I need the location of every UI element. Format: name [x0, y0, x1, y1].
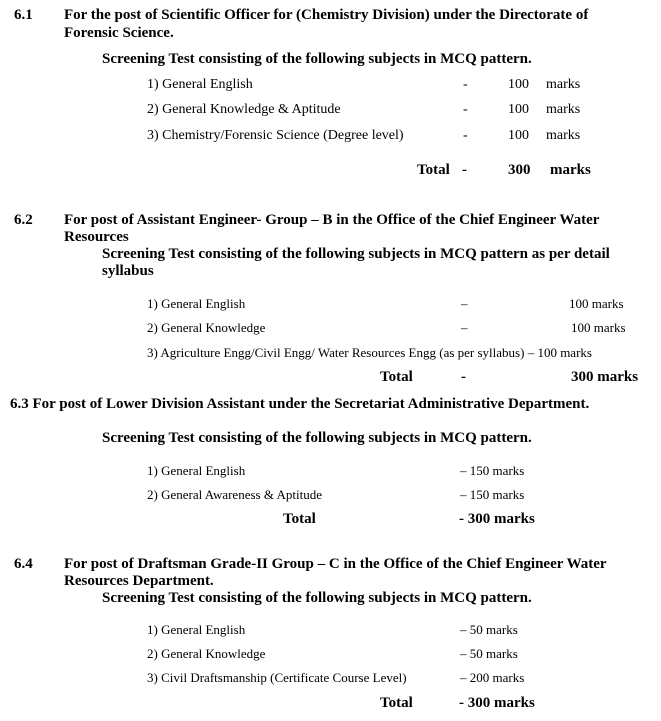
s2-total-dash: -: [461, 369, 466, 385]
section-6-3-heading: 6.3 For post of Lower Division Assistant under the Secretariat Administrative Department.: [10, 396, 590, 412]
s1-value-1: 100: [508, 77, 529, 92]
section-6-4-number: 6.4: [14, 556, 33, 572]
section-6-2-subheading-cont: syllabus: [102, 263, 154, 279]
s4-marks-2: – 50 marks: [460, 646, 518, 661]
s1-subject-1: 1) General English: [147, 77, 253, 92]
s2-marks-1: 100 marks: [569, 296, 624, 311]
section-6-3-subheading: Screening Test consisting of the following subjects in MCQ pattern.: [102, 430, 532, 446]
s1-value-3: 100: [508, 128, 529, 143]
section-6-1-number: 6.1: [14, 7, 33, 23]
section-6-1-heading-cont: Forensic Science.: [64, 25, 174, 41]
s4-total-marks: - 300 marks: [459, 695, 535, 711]
s1-unit-3: marks: [546, 128, 581, 143]
s4-subject-3: 3) Civil Draftsmanship (Certificate Course Level): [147, 670, 407, 685]
s1-total-dash: -: [462, 162, 467, 178]
s2-subject-2: 2) General Knowledge: [147, 320, 266, 335]
s2-dash-1: –: [461, 296, 468, 311]
s1-unit-1: marks: [546, 77, 581, 92]
s1-total-label: Total: [417, 162, 450, 178]
section-6-2-subheading: Screening Test consisting of the following subjects in MCQ pattern as per detail: [102, 246, 610, 262]
s1-subject-3: 3) Chemistry/Forensic Science (Degree level): [147, 128, 404, 143]
s2-total-label: Total: [380, 369, 413, 385]
s4-total-label: Total: [380, 695, 413, 711]
s1-total-value: 300: [508, 162, 531, 178]
section-6-4-heading: For post of Draftsman Grade-II Group – C in the Office of the Chief Engineer Water: [64, 556, 607, 572]
s4-marks-3: – 200 marks: [460, 670, 525, 685]
s3-marks-2: – 150 marks: [460, 487, 525, 502]
section-6-4-subheading: Screening Test consisting of the following subjects in MCQ pattern.: [102, 590, 532, 606]
s4-marks-1: – 50 marks: [460, 622, 518, 637]
s1-unit-2: marks: [546, 102, 581, 117]
s1-dash-1: -: [463, 77, 468, 92]
section-6-2-heading: For post of Assistant Engineer- Group – B in the Office of the Chief Engineer Water: [64, 212, 600, 228]
s3-subject-2: 2) General Awareness & Aptitude: [147, 487, 322, 502]
s3-total-marks: - 300 marks: [459, 511, 535, 527]
s4-subject-2: 2) General Knowledge: [147, 646, 266, 661]
section-6-4-heading-cont: Resources Department.: [64, 573, 214, 589]
section-6-2-number: 6.2: [14, 212, 33, 228]
s2-subject-3: 3) Agriculture Engg/Civil Engg/ Water Resources Engg (as per syllabus) – 100 marks: [147, 345, 592, 360]
s2-dash-2: –: [461, 320, 468, 335]
s1-dash-3: -: [463, 128, 468, 143]
s1-value-2: 100: [508, 102, 529, 117]
s4-subject-1: 1) General English: [147, 622, 246, 637]
section-6-2-heading-cont: Resources: [64, 229, 129, 245]
s1-subject-2: 2) General Knowledge & Aptitude: [147, 102, 341, 117]
s3-total-label: Total: [283, 511, 316, 527]
s1-dash-2: -: [463, 102, 468, 117]
s3-subject-1: 1) General English: [147, 463, 246, 478]
s3-marks-1: – 150 marks: [460, 463, 525, 478]
section-6-1-subheading: Screening Test consisting of the following subjects in MCQ pattern.: [102, 51, 532, 67]
s2-subject-1: 1) General English: [147, 296, 246, 311]
s1-total-unit: marks: [550, 162, 591, 178]
section-6-1-heading: For the post of Scientific Officer for (Chemistry Division) under the Directorate of: [64, 7, 589, 23]
s2-marks-2: 100 marks: [571, 320, 626, 335]
s2-total-marks: 300 marks: [571, 369, 639, 385]
